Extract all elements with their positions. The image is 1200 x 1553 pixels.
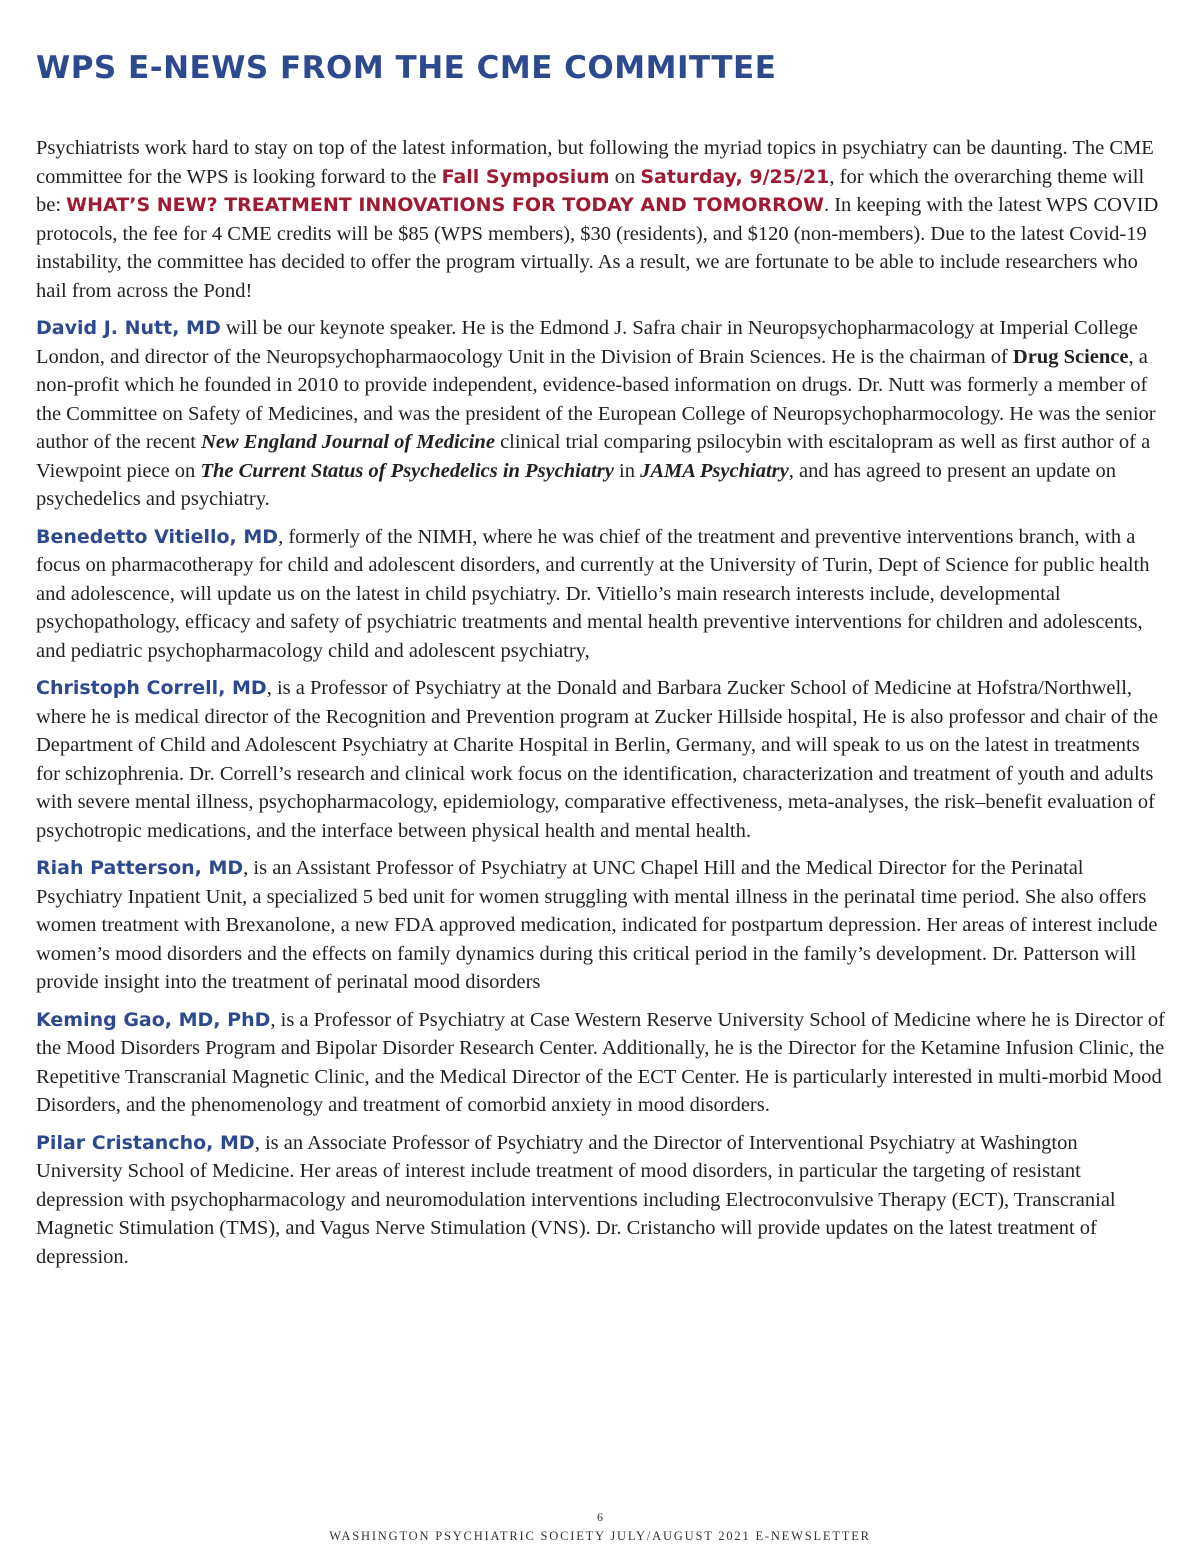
speaker-paragraph-vitiello xyxy=(36,523,1168,666)
speaker-paragraph-gao xyxy=(36,1006,1168,1120)
nutt-text-3: clinical trial comparing psilocybin with escitalopram as well as first author of a Viewpoint piece on xyxy=(36,431,1151,482)
article-title: The Current Status of Psychedelics in Psychiatry xyxy=(200,459,614,482)
event-date: Saturday, 9/25/21 xyxy=(640,165,830,188)
speaker-name-patterson: Riah Patterson, MD xyxy=(36,857,244,879)
speaker-name-gao: Keming Gao, MD, PhD xyxy=(36,1008,271,1031)
intro-text-1: Psychiatrists work hard to stay on top of the latest information, but following the myriad topics in psychiatry can be daunting. The CME committee for the WPS is looking forward to the xyxy=(36,137,1154,188)
intro-text-4: . In keeping with the latest WPS COVID protocols, the fee for 4 CME credits will be $85 (WPS members), $30 (residents), and $120 (non-members). Due to the latest Covid-19 instability, the committee has decided to offer the program virtually. As a result, we are fortunate to be able to include researchers who hail from across the Pond! xyxy=(36,194,1159,302)
speaker-paragraph-cristancho xyxy=(36,1129,1168,1272)
speaker-paragraph-nutt xyxy=(36,314,1168,514)
speaker-name-nutt: David J. Nutt, MD xyxy=(36,317,221,339)
nutt-text-5: , and has agreed to present an update on psychedelics and psychiatry. xyxy=(36,459,1117,510)
symposium-theme: WHAT’S NEW? TREATMENT INNOVATIONS FOR TODAY AND TOMORROW xyxy=(66,194,824,216)
nutt-text-1: will be our keynote speaker. He is the Edmond J. Safra chair in Neuropsychopharmacology at Imperial College London, and director of the Neuropsychopharmaocology Unit in the Division of Brain Sciences. He is the chairman of xyxy=(36,317,1138,368)
event-name: Fall Symposium xyxy=(441,165,610,188)
correll-text: , is a Professor of Psychiatry at the Donald and Barbara Zucker School of Medicine at Hofstra/Northwell, where he is medical director of the Recognition and Prevention program at Zucker Hillside hospital, He is also professor and chair of the Department of Child and Adolescent Psychiatry at Charite Hospital in Berlin, Germany, and will speak to us on the latest in treatments for schizophrenia. Dr. Correll’s research and clinical work focus on the identification, characterization and treatment of youth and adults with severe mental illness, psychopharmacology, epidemiology, comparative effectiveness, meta-analyses, the risk–benefit evaluation of psychotropic medications, and the interface between physical health and mental health. xyxy=(36,677,1159,842)
speaker-name-cristancho: Pilar Cristancho, MD xyxy=(36,1131,255,1154)
cristancho-text: , is an Associate Professor of Psychiatry and the Director of Interventional Psychiatry at Washington University School of Medicine. Her areas of interest include treatment of mood disorders, in particular the targeting of resistant depression with psychopharmacology and neuromodulation interventions including Electroconvulsive Therapy (ECT), Transcranial Magnetic Stimulation (TMS), and Vagus Nerve Stimulation (VNS). Dr. Cristancho will provide updates on the latest treatment of depression. xyxy=(36,1131,1116,1268)
speaker-paragraph-correll xyxy=(36,674,1168,845)
speaker-paragraph-patterson xyxy=(36,854,1168,997)
speaker-name-vitiello: Benedetto Vitiello, MD xyxy=(36,525,279,548)
intro-text-3: , for which the overarching theme will be: xyxy=(36,165,1145,216)
nutt-text-4: in xyxy=(613,459,641,482)
intro-paragraph xyxy=(36,134,1168,305)
vitiello-text: , formerly of the NIMH, where he was chief of the treatment and preventive interventions branch, with a focus on pharmacotherapy for child and adolescent disorders, and currently at the University of Turin, Dept of Science for public health and adolescence, will update us on the latest in child psychiatry. Dr. Vitiello’s main research interests include, developmental psychopathology, efficacy and safety of psychiatric treatments and mental health preventive interventions for children and adolescents, and pediatric psychopharmacology child and adolescent psychiatry, xyxy=(36,525,1150,662)
article-body xyxy=(36,134,1168,1280)
speaker-name-correll: Christoph Correll, MD xyxy=(36,677,267,699)
journal-jama: JAMA Psychiatry xyxy=(640,459,789,482)
footer-publication-title: WASHINGTON PSYCHIATRIC SOCIETY JULY/AUGUST 2021 E-NEWSLETTER xyxy=(329,1529,871,1543)
page-number: 6 xyxy=(597,1510,603,1524)
drug-science-org: Drug Science xyxy=(1012,345,1129,368)
gao-text: , is a Professor of Psychiatry at Case Western Reserve University School of Medicine where he is Director of the Mood Disorders Program and Bipolar Disorder Research Center. Additionally, he is the Director for the Ketamine Infusion Clinic, the Repetitive Transcranial Magnetic Clinic, and the Medical Director of the ECT Center. He is particularly interested in multi-morbid Mood Disorders, and the phenomenology and treatment of comorbid anxiety in mood disorders. xyxy=(36,1008,1165,1116)
nutt-text-2: , a non-profit which he founded in 2010 to provide independent, evidence-based information on drugs. Dr. Nutt was formerly a member of the Committee on Safety of Medicines, and was the president of the European College of Neuropsychopharmocology. He was the senior author of the recent xyxy=(36,345,1156,453)
intro-text-2: on xyxy=(609,165,641,188)
patterson-text: , is an Assistant Professor of Psychiatry at UNC Chapel Hill and the Medical Director for the Perinatal Psychiatry Inpatient Unit, a specialized 5 bed unit for women struggling with mental illness in the perinatal time period. She also offers women treatment with Brexanolone, a new FDA approved medication, indicated for postpartum depression. Her areas of interest include women’s mood disorders and the effects on family dynamics during this critical period in the family’s development. Dr. Patterson will provide insight into the treatment of perinatal mood disorders xyxy=(36,857,1158,993)
page-title: WPS E-NEWS FROM THE CME COMMITTEE xyxy=(36,50,777,86)
journal-nejm: New England Journal of Medicine xyxy=(201,431,495,453)
